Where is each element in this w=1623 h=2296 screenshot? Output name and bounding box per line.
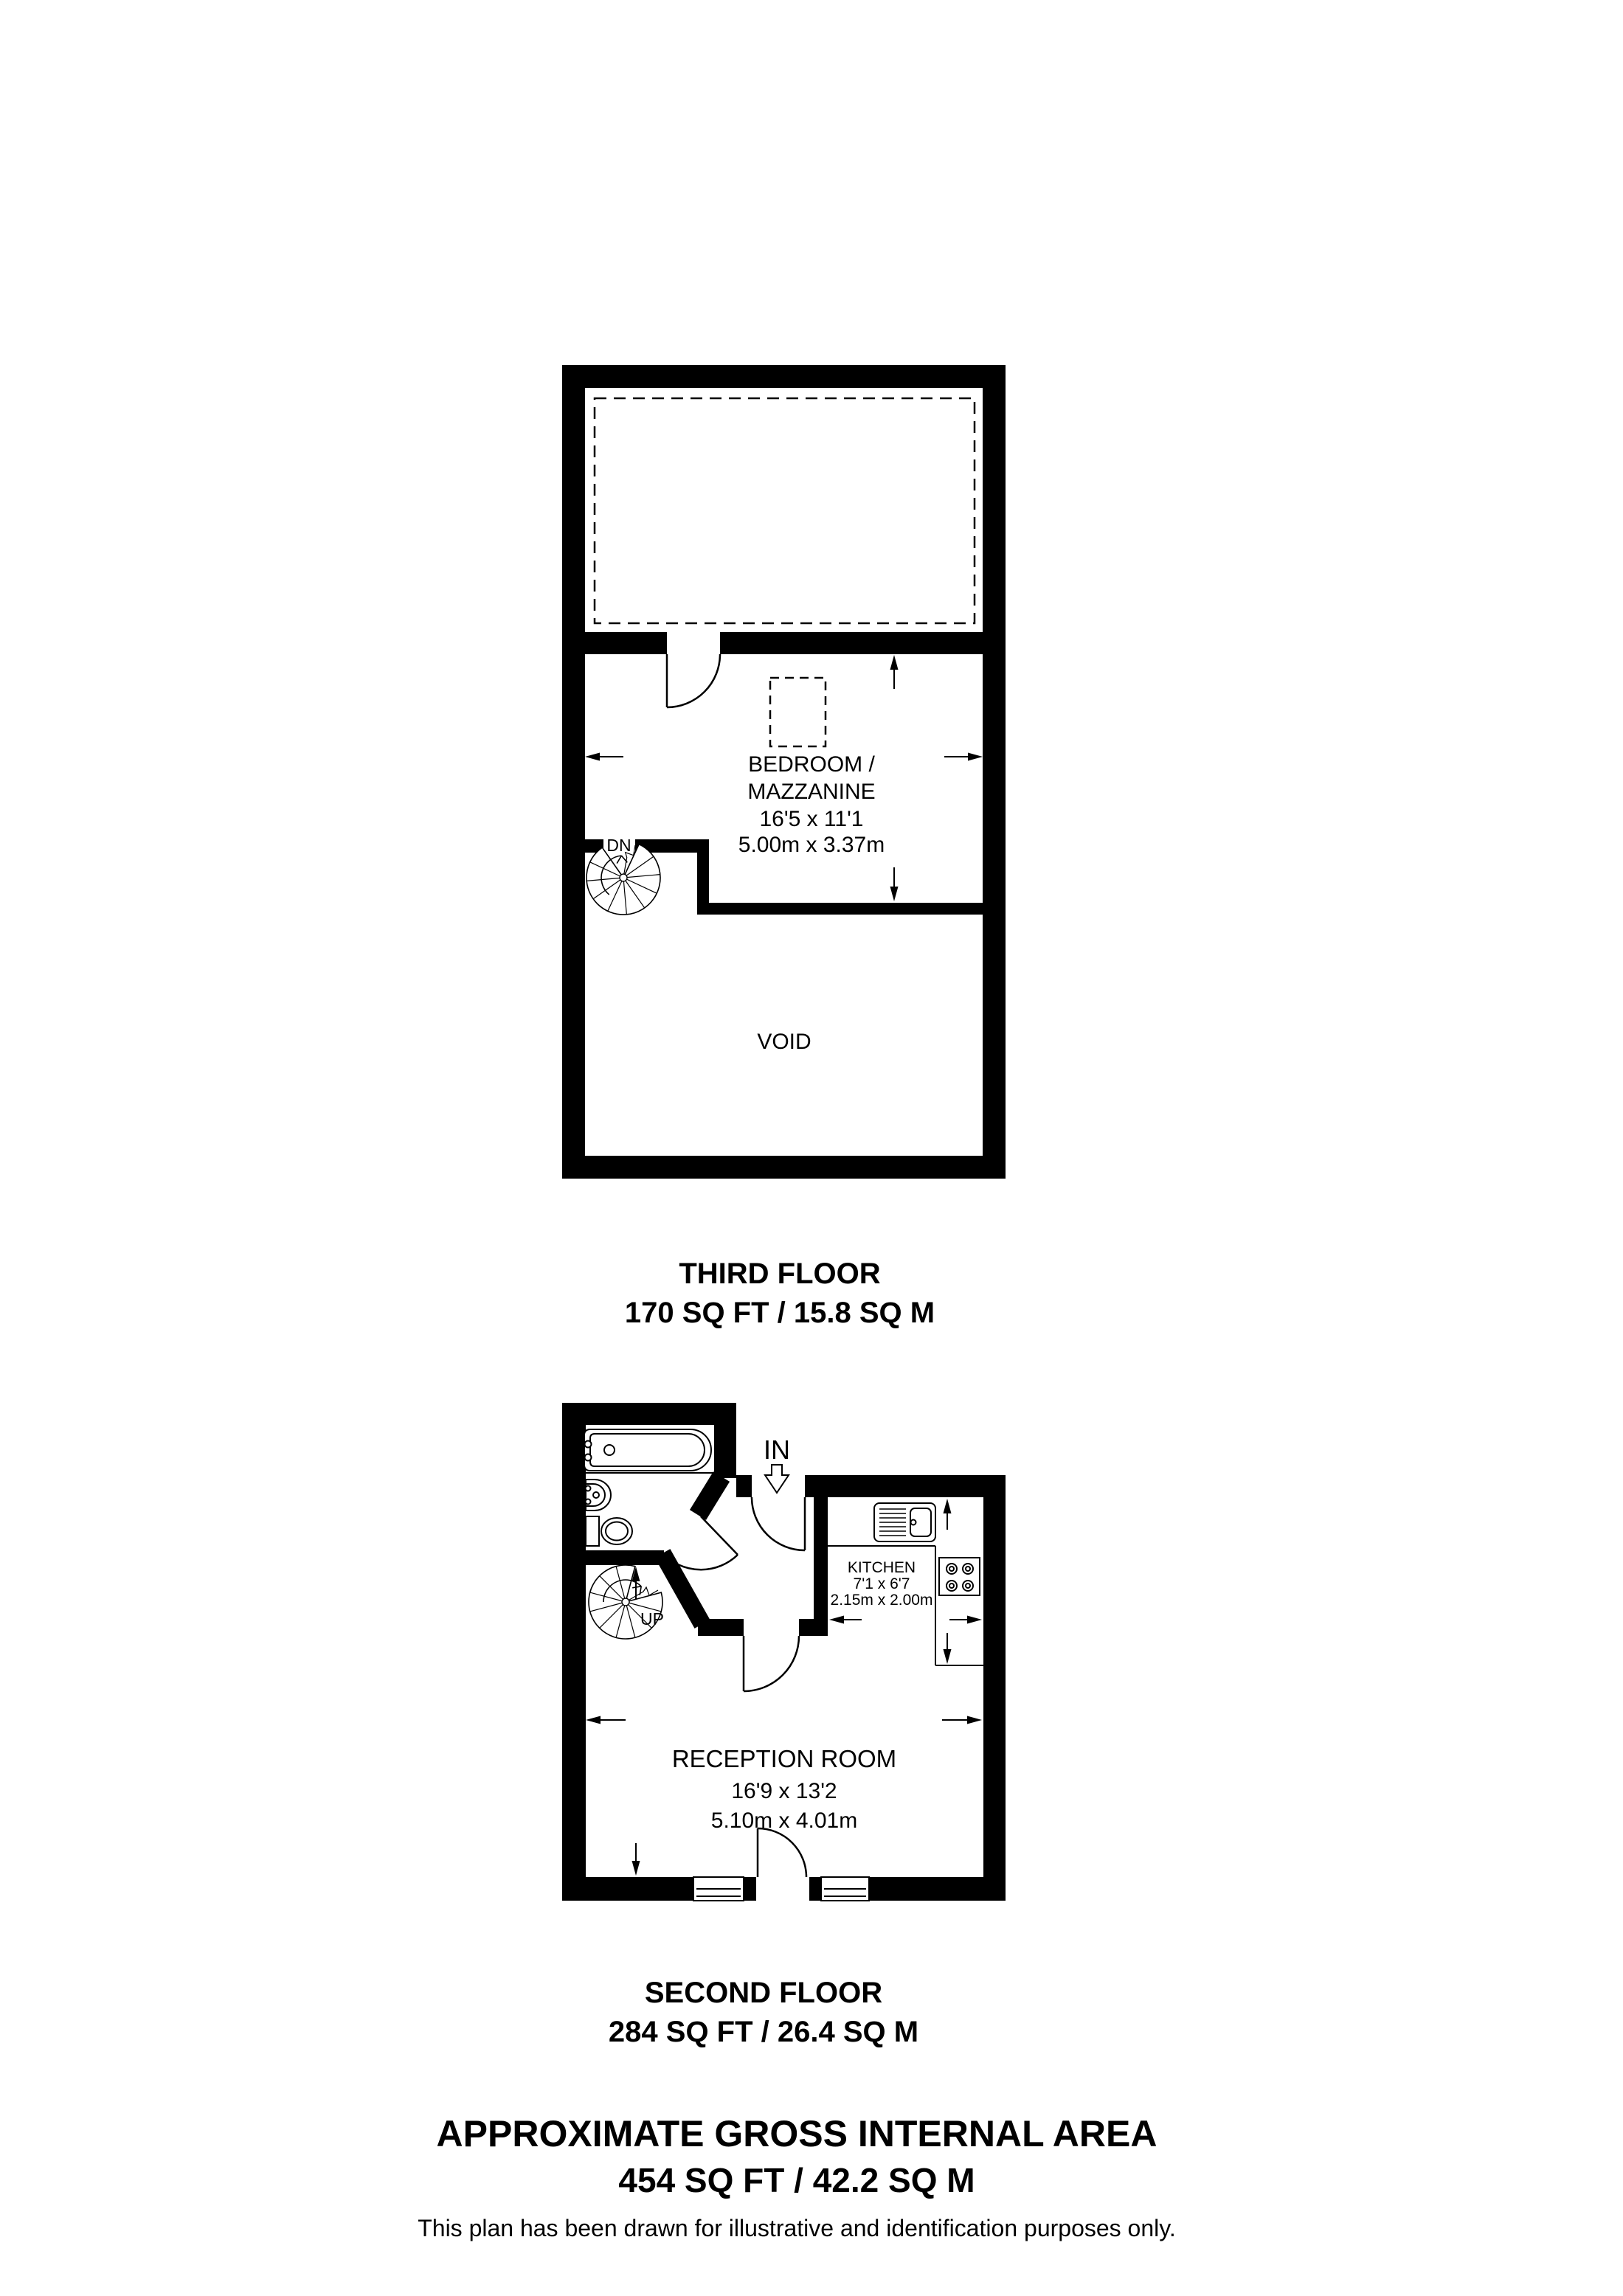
kitchen-dims-imperial: 7'1 x 6'7 (853, 1575, 910, 1592)
bathroom-door (662, 1516, 738, 1570)
bedroom-door (667, 654, 720, 707)
balcony-door (758, 1828, 806, 1877)
bedroom-dims-metric: 5.00m x 3.37m (738, 833, 885, 857)
reception-door (744, 1636, 799, 1691)
kitchen-dims-metric: 2.15m x 2.00m (830, 1592, 933, 1609)
bathroom-basin (586, 1480, 612, 1511)
third-floor-internal-wall (585, 632, 983, 654)
bedroom-label-line1: BEDROOM / (748, 752, 875, 777)
reception-window-left (693, 1877, 744, 1901)
bedroom-label-line2: MAZZANINE (747, 780, 876, 804)
second-floor-plan (562, 1403, 1006, 1901)
toilet (586, 1516, 632, 1546)
stair-up-label: UP (640, 1609, 664, 1629)
loft-hatch-dashed-square (770, 678, 826, 746)
bathtub (584, 1429, 714, 1473)
kitchen-sink (874, 1503, 935, 1541)
entrance-door (752, 1497, 805, 1550)
stair-down-label: DN (606, 836, 631, 855)
reception-label: RECEPTION ROOM (671, 1745, 897, 1772)
second-floor-title: SECOND FLOOR (644, 1977, 883, 2009)
gross-internal-area-title: APPROXIMATE GROSS INTERNAL AREA (436, 2113, 1157, 2154)
void-label: VOID (757, 1030, 812, 1054)
disclaimer-text: This plan has been drawn for illustrative and identification purposes only. (418, 2215, 1176, 2241)
second-floor-area: 284 SQ FT / 26.4 SQ M (608, 2016, 919, 2048)
reception-window-right (821, 1877, 869, 1901)
third-floor-title: THIRD FLOOR (679, 1258, 881, 1290)
entrance-in-arrow-icon (765, 1465, 789, 1493)
bedroom-depth-dimension-arrows (890, 655, 899, 901)
third-floor-area: 170 SQ FT / 15.8 SQ M (624, 1297, 935, 1329)
third-floor-plan (562, 365, 1006, 1179)
kitchen-hob (939, 1558, 980, 1595)
kitchen-label: KITCHEN (847, 1559, 916, 1576)
reception-dims-metric: 5.10m x 4.01m (710, 1808, 858, 1833)
reception-dims-imperial: 16'9 x 13'2 (731, 1779, 837, 1803)
bedroom-dims-imperial: 16'5 x 11'1 (759, 807, 864, 831)
restricted-height-area (595, 398, 975, 623)
gross-internal-area-value: 454 SQ FT / 42.2 SQ M (618, 2161, 975, 2199)
entrance-label: IN (764, 1435, 790, 1465)
